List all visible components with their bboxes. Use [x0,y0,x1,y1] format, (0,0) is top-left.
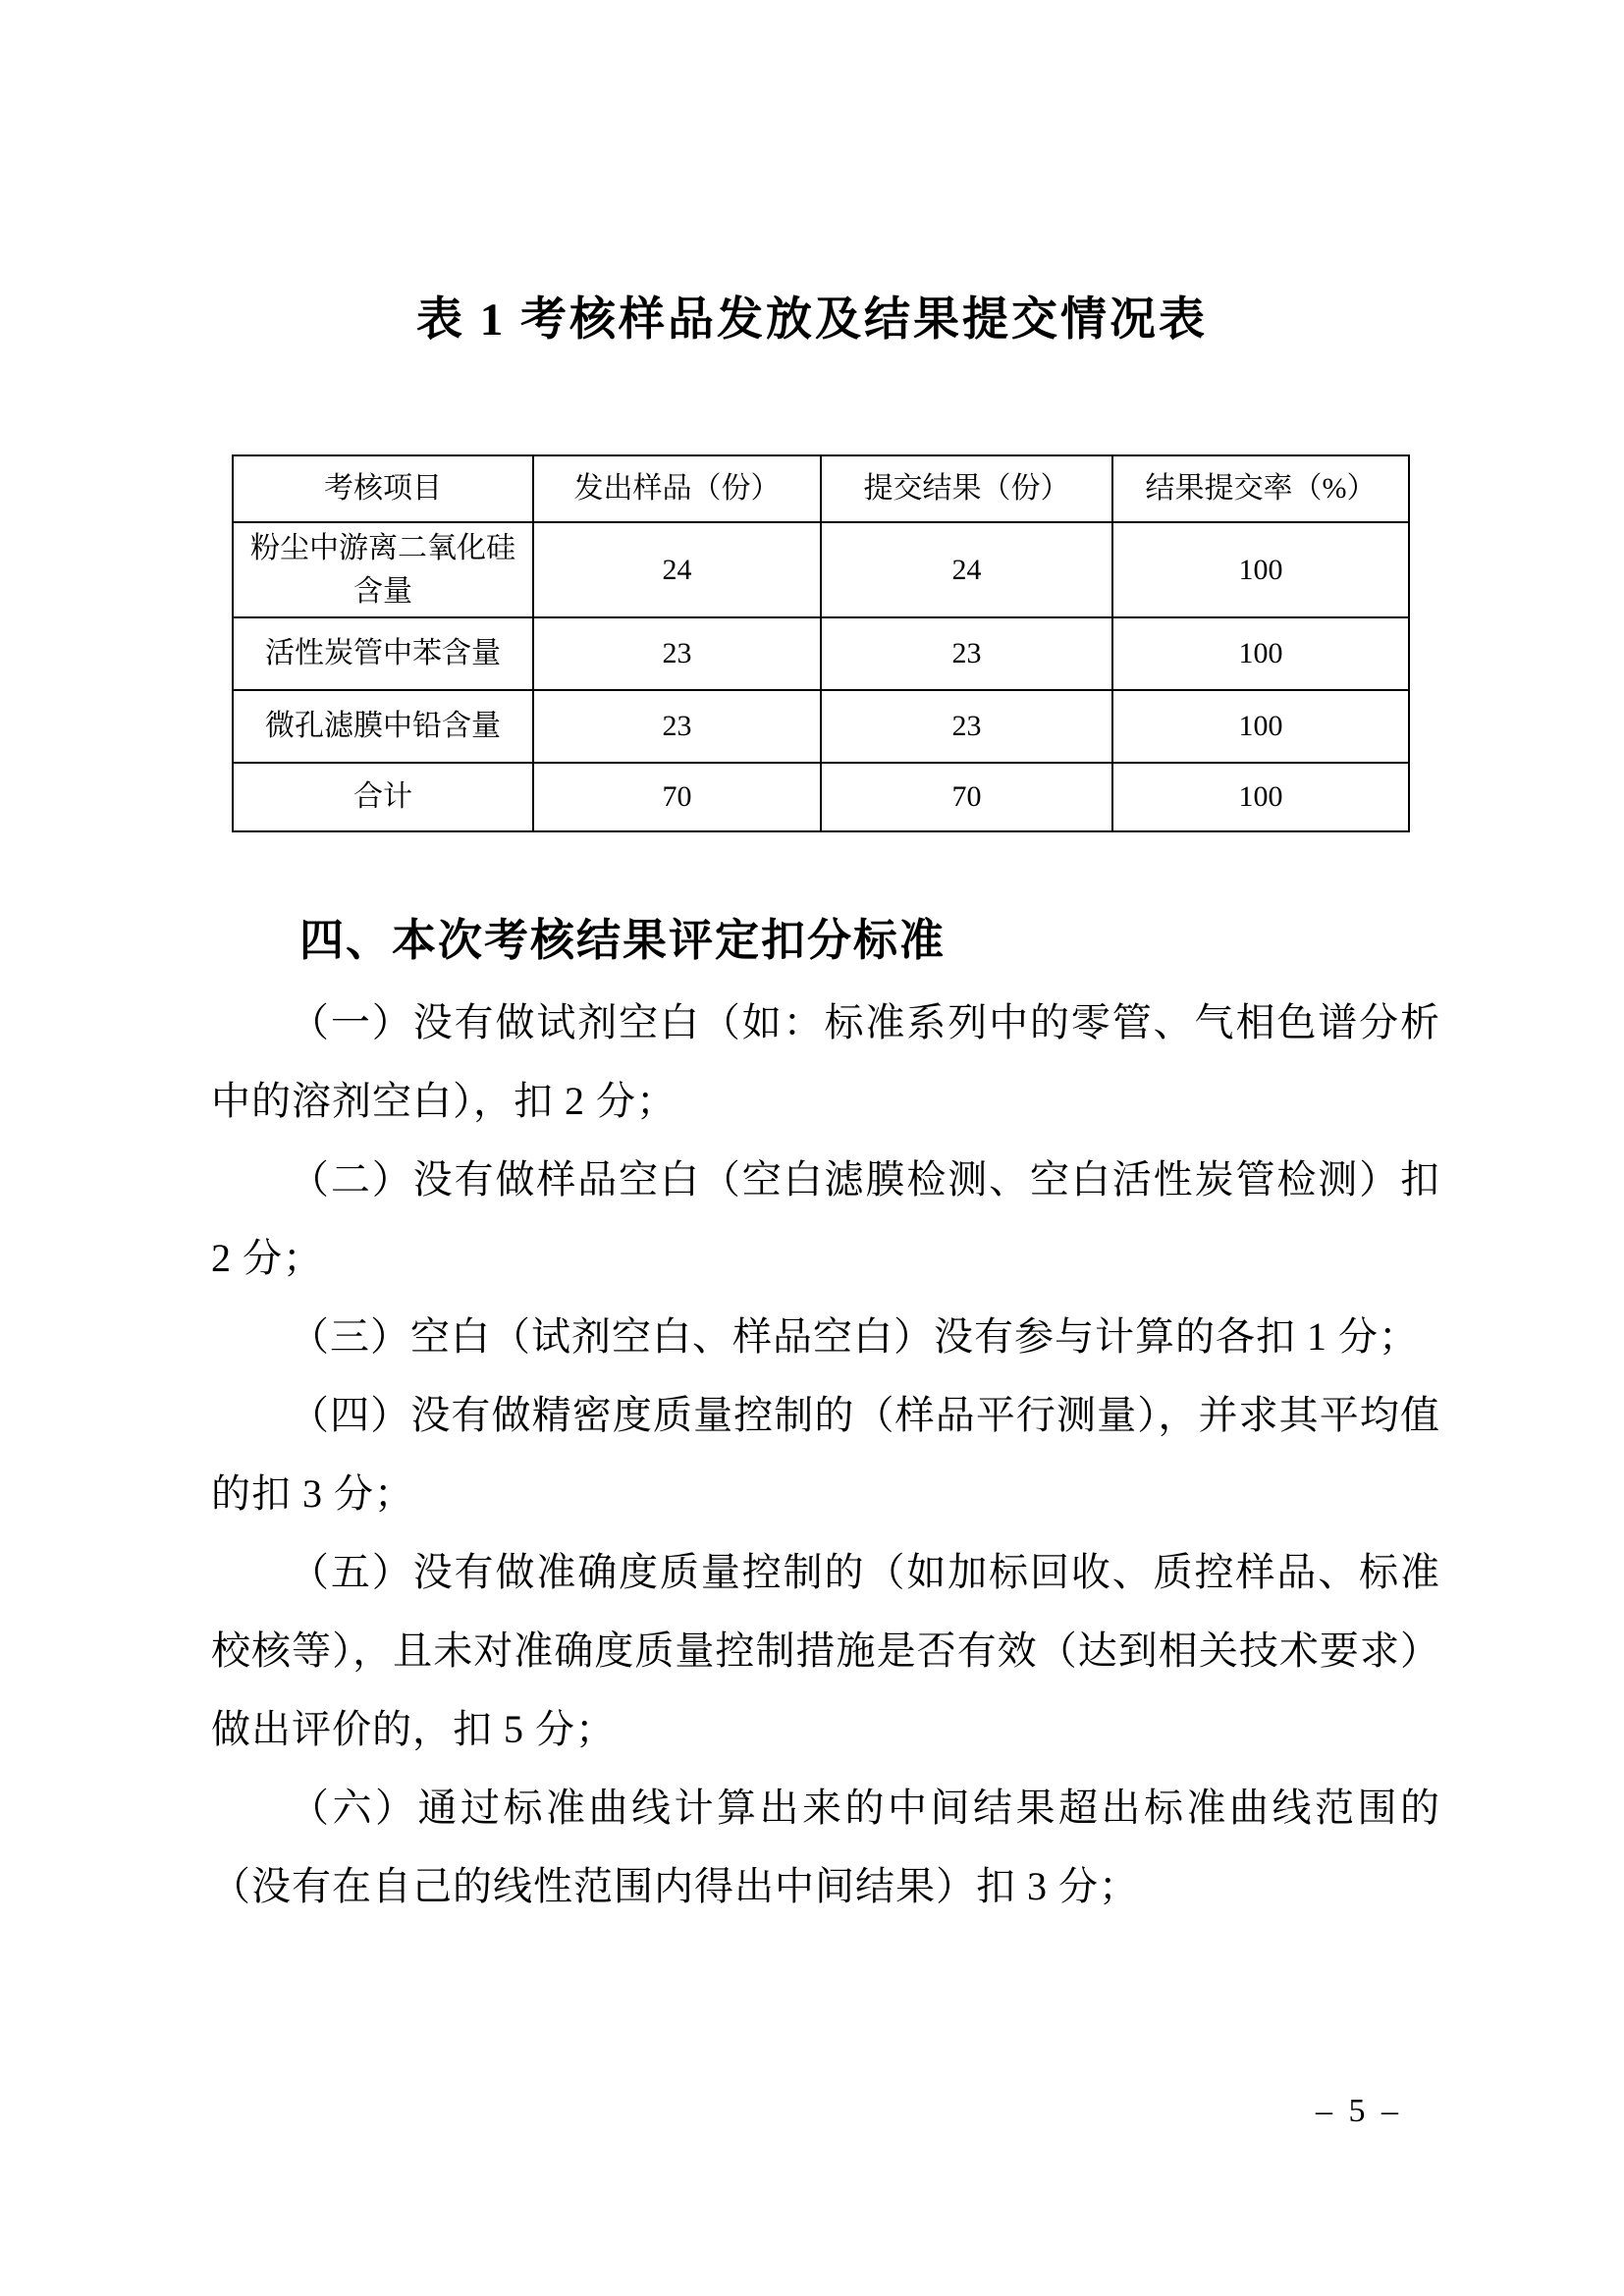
cell-rate: 100 [1112,522,1409,617]
cell-submitted: 24 [821,522,1112,617]
section-content [211,901,1440,1926]
table-row [233,690,1409,763]
cell-rate: 100 [1112,617,1409,690]
cell-issued: 24 [533,522,821,617]
col-header-issued: 发出样品（份） [533,455,821,522]
cell-item: 粉尘中游离二氧化硅含量 [233,522,533,617]
results-table [232,454,1410,832]
paragraph-1: （一）没有做试剂空白（如：标准系列中的零管、气相色谱分析中的溶剂空白），扣 2 分； [211,1000,1440,1123]
cell-item: 微孔滤膜中铅含量 [233,690,533,763]
cell-issued: 23 [533,690,821,763]
cell-issued: 70 [533,763,821,831]
cell-item: 活性炭管中苯含量 [233,617,533,690]
cell-item: 合计 [233,763,533,831]
cell-rate: 100 [1112,763,1409,831]
table-row [233,522,1409,617]
col-header-submitted: 提交结果（份） [821,455,1112,522]
table-title: 表 1 考核样品发放及结果提交情况表 [416,294,1208,346]
paragraph-5: （五）没有做准确度质量控制的（如加标回收、质控样品、标准校核等），且未对准确度质量控制措施是否有效（达到相关技术要求）做出评价的，扣 5 分； [211,1550,1440,1751]
cell-submitted: 23 [821,690,1112,763]
col-header-rate: 结果提交率（%） [1112,455,1409,522]
cell-rate: 100 [1112,690,1409,763]
page-number: – 5 – [1316,2093,1402,2129]
section-heading: 四、本次考核结果评定扣分标准 [299,916,947,965]
paragraphs [211,984,1440,1926]
table-row-total [233,763,1409,831]
table-header-row [233,455,1409,522]
table-row [233,617,1409,690]
col-header-item: 考核项目 [233,455,533,522]
paragraph-6: （六）通过标准曲线计算出来的中间结果超出标准曲线范围的（没有在自己的线性范围内得出中间结果）扣 3 分； [211,1786,1440,1908]
cell-issued: 23 [533,617,821,690]
paragraph-2: （二）没有做样品空白（空白滤膜检测、空白活性炭管检测）扣 2 分； [211,1157,1440,1280]
cell-submitted: 70 [821,763,1112,831]
paragraph-3: （三）空白（试剂空白、样品空白）没有参与计算的各扣 1 分； [290,1314,1419,1359]
cell-submitted: 23 [821,617,1112,690]
paragraph-4: （四）没有做精密度质量控制的（样品平行测量），并求其平均值的扣 3 分； [211,1393,1440,1516]
